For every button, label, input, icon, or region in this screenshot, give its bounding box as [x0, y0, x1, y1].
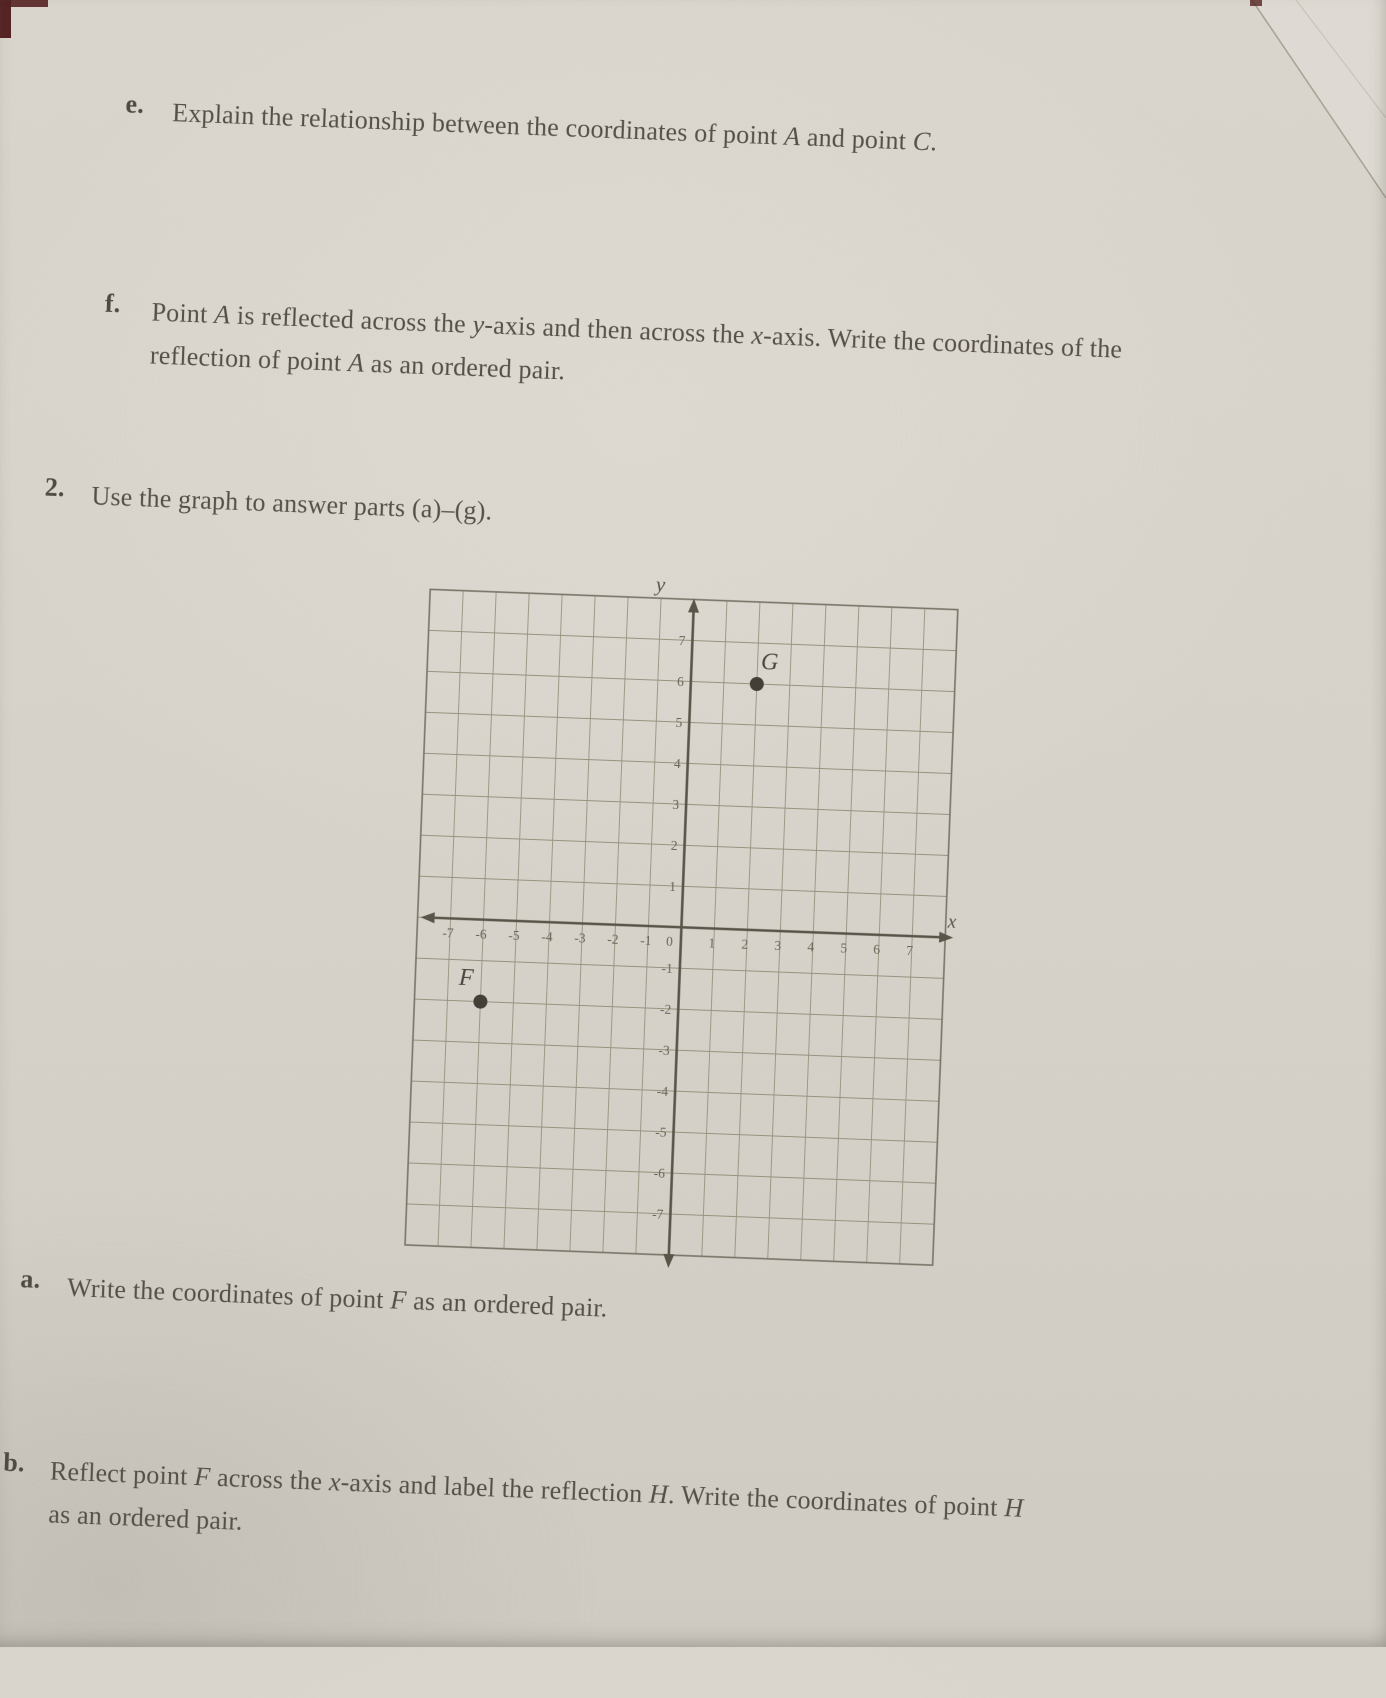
var-A: A — [347, 348, 365, 378]
y-axis-down-arrow-icon — [663, 1254, 675, 1268]
item-f-label: f. — [104, 288, 122, 319]
x-tick-label: -7 — [442, 925, 454, 941]
item-e — [125, 89, 938, 163]
item-a — [19, 1264, 608, 1330]
item-b — [1, 1448, 1025, 1573]
item-2-label: 2. — [44, 472, 66, 503]
point-dot-G — [750, 677, 765, 692]
point-label-G: G — [760, 649, 779, 676]
text-segment: and point — [799, 122, 914, 156]
item-2 — [44, 473, 493, 533]
y-tick-label: -5 — [654, 1124, 667, 1140]
y-tick-label: 7 — [678, 632, 686, 649]
y-tick-label: 1 — [668, 878, 677, 895]
text-segment: Point — [151, 297, 215, 329]
item-a-line1 — [66, 1266, 608, 1330]
item-2-text — [91, 474, 493, 532]
var-y: y — [472, 309, 485, 340]
x-tick-label: 1 — [708, 935, 716, 951]
item-e-text — [171, 91, 937, 163]
text-segment: across the — [209, 1462, 330, 1497]
y-axis-up-arrow-icon — [688, 598, 700, 612]
x-axis-label: x — [947, 911, 957, 933]
item-2-line1: Use the graph to answer parts (a)–(g). — [90, 481, 493, 526]
var-A: A — [783, 121, 801, 152]
y-tick-label: -6 — [653, 1165, 666, 1181]
y-tick-label: -7 — [651, 1206, 664, 1222]
y-tick-label: -1 — [661, 960, 674, 976]
x-tick-label: 2 — [741, 936, 749, 952]
x-tick-label: 5 — [840, 940, 848, 956]
x-tick-label: 6 — [873, 941, 881, 957]
item-e-label: e. — [125, 89, 145, 120]
var-H: H — [648, 1479, 669, 1510]
point-label-F: F — [458, 964, 475, 992]
var-x: x — [328, 1467, 342, 1497]
text-segment: reflection of point — [149, 340, 349, 378]
x-axis-right-arrow-icon — [939, 932, 953, 944]
y-tick-label: 3 — [672, 796, 680, 813]
item-b-label: b. — [2, 1447, 26, 1478]
y-tick-label: 5 — [675, 714, 683, 731]
x-tick-label: -6 — [475, 926, 487, 942]
origin-label: 0 — [665, 933, 674, 949]
text-segment: as an ordered pair. — [363, 348, 566, 386]
x-tick-label: 3 — [774, 937, 782, 954]
y-tick-label: 6 — [676, 673, 685, 690]
text-segment: . Write the coordinates of point — [667, 1480, 1005, 1523]
text-segment: -axis and then across the — [483, 310, 753, 350]
x-axis-left-arrow-icon — [420, 912, 434, 924]
item-f — [102, 289, 1123, 414]
item-a-text — [66, 1266, 608, 1330]
item-e-line1 — [171, 91, 937, 163]
y-tick-label: -3 — [658, 1042, 670, 1058]
item-f-text — [149, 291, 1123, 414]
x-tick-label: -5 — [508, 927, 520, 944]
text-segment: Write the coordinates of point — [66, 1272, 392, 1315]
coordinate-grid — [394, 563, 990, 1284]
x-tick-label: 7 — [906, 942, 914, 959]
point-dot-F — [473, 994, 488, 1009]
x-tick-label: -2 — [606, 931, 619, 947]
x-tick-label: -4 — [541, 928, 553, 945]
y-tick-label: 2 — [670, 837, 678, 854]
var-A: A — [213, 299, 231, 330]
var-F: F — [389, 1285, 408, 1315]
text-segment: Reflect point — [49, 1456, 195, 1491]
var-x: x — [750, 320, 764, 350]
x-tick-label: -3 — [574, 930, 586, 946]
item-a-label: a. — [19, 1264, 41, 1294]
var-F: F — [193, 1461, 211, 1492]
item-b-line2: as an ordered pair. — [47, 1499, 244, 1536]
var-H: H — [1003, 1493, 1024, 1523]
text-segment: . — [929, 127, 938, 157]
x-tick-label: 4 — [807, 939, 815, 955]
x-tick-label: -1 — [639, 932, 652, 949]
text-segment: -axis and label the reflection — [340, 1467, 650, 1509]
text-segment: -axis. Write the coordinates of the — [762, 320, 1123, 364]
y-tick-label: 4 — [673, 755, 681, 772]
text-segment: is reflected across the — [229, 300, 474, 339]
text-segment: Explain the relationship between the coordinates of point — [171, 98, 785, 151]
y-tick-label: -2 — [659, 1001, 672, 1017]
y-axis-label: y — [655, 572, 666, 597]
y-tick-label: -4 — [656, 1083, 669, 1099]
item-b-text — [48, 1449, 1025, 1572]
text-segment: as an ordered pair. — [405, 1286, 609, 1323]
var-C: C — [912, 126, 931, 157]
